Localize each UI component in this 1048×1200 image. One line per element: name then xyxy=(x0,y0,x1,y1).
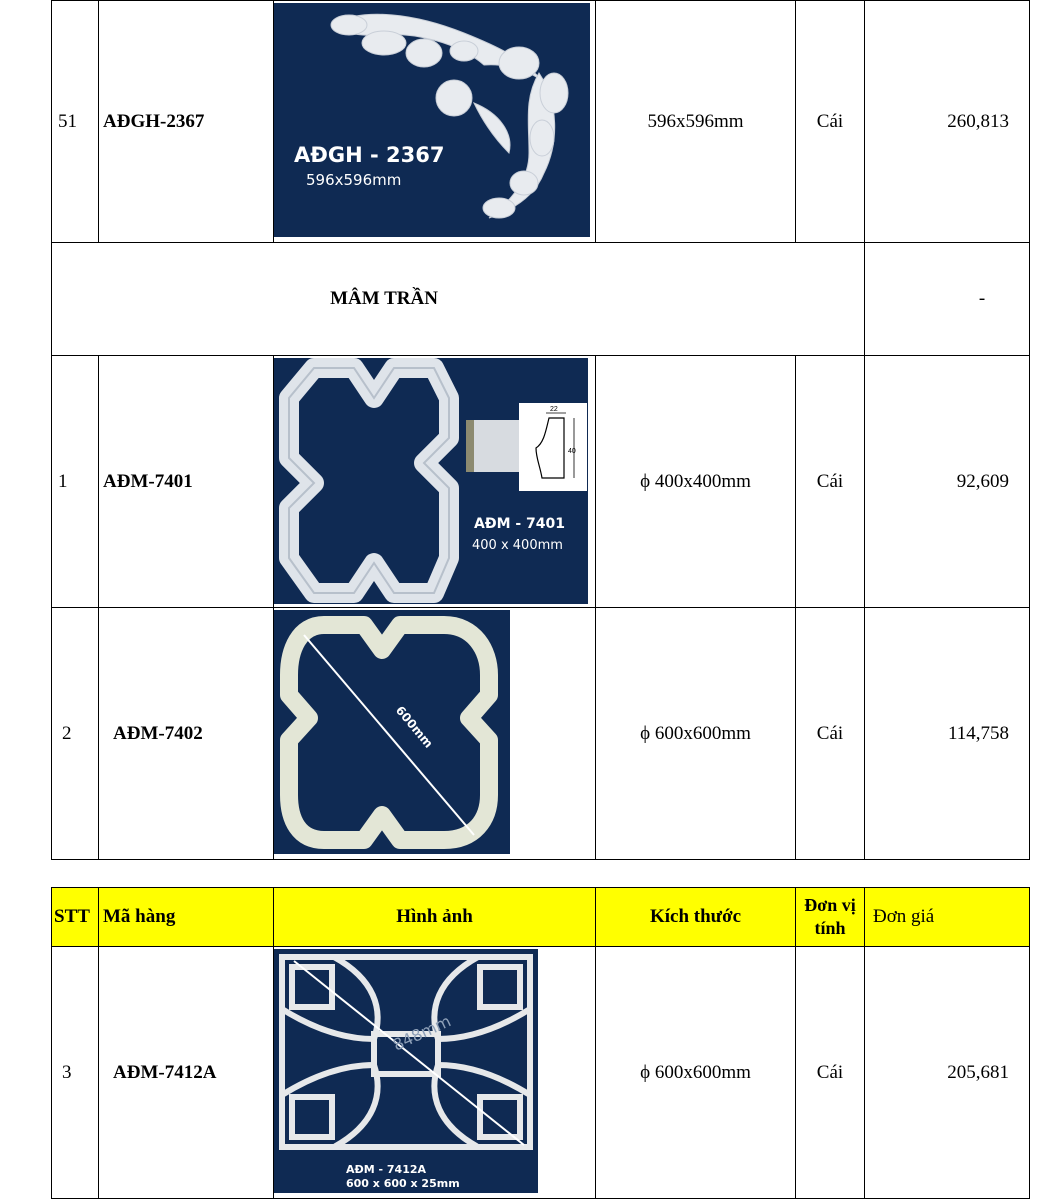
table-row xyxy=(52,947,1030,1199)
product-image-cell xyxy=(274,608,596,860)
product-image-cell xyxy=(274,947,596,1199)
row-price: 92,609 xyxy=(865,356,1030,608)
price-table-2 xyxy=(51,887,1030,1199)
price-table-1 xyxy=(51,0,1030,860)
image-product-title: AĐM - 7401 xyxy=(474,516,566,532)
ceiling-medallion-graphic xyxy=(274,949,538,1193)
row-code: AĐGH-2367 xyxy=(99,1,274,243)
table-row xyxy=(52,608,1030,860)
table-row xyxy=(52,356,1030,608)
table-row xyxy=(52,1,1030,243)
row-price: 260,813 xyxy=(865,1,1030,243)
header-code: Mã hàng xyxy=(99,888,274,947)
header-size: Kích thước xyxy=(596,888,796,947)
row-stt: 2 xyxy=(52,608,99,860)
row-code: AĐM-7402 xyxy=(99,608,274,860)
row-stt: 51 xyxy=(52,1,99,243)
row-code: AĐM-7412A xyxy=(99,947,274,1199)
row-size: ϕ 600x600mm xyxy=(596,947,796,1199)
header-unit xyxy=(796,888,865,947)
product-image-cell xyxy=(274,356,596,608)
row-size: 596x596mm xyxy=(596,1,796,243)
product-image-adm-7402 xyxy=(274,610,510,854)
table-header-row xyxy=(52,888,1030,947)
row-size: ϕ 400x400mm xyxy=(596,356,796,608)
image-product-size: 400 x 400mm xyxy=(472,538,563,553)
row-code: AĐM-7401 xyxy=(99,356,274,608)
ceiling-medallion-graphic xyxy=(274,610,510,854)
image-product-title: AĐGH - 2367 xyxy=(294,143,445,167)
product-image-cell xyxy=(274,1,596,243)
ceiling-medallion-graphic xyxy=(274,358,588,604)
header-unit-line2: tính xyxy=(814,918,846,938)
image-product-title: AĐM - 7412A xyxy=(346,1163,427,1176)
diagonal-dimension-label: 848mm xyxy=(389,1011,454,1055)
section-title: MÂM TRẦN xyxy=(52,243,865,356)
product-image-agdh-2367 xyxy=(274,3,590,237)
row-unit: Cái xyxy=(796,1,865,243)
image-product-size: 596x596mm xyxy=(306,171,402,189)
header-price: Đơn giá xyxy=(865,888,1030,947)
row-price: 114,758 xyxy=(865,608,1030,860)
profile-dim-a: 22 xyxy=(550,406,558,413)
header-image: Hình ảnh xyxy=(274,888,596,947)
section-row xyxy=(52,243,1030,356)
product-image-adm-7412a xyxy=(274,949,538,1193)
row-unit: Cái xyxy=(796,947,865,1199)
row-price: 205,681 xyxy=(865,947,1030,1199)
profile-dim-b: 40 xyxy=(568,448,576,455)
corner-ornament-graphic xyxy=(274,3,590,237)
diagonal-dimension-label: 600mm xyxy=(392,703,436,751)
row-size: ϕ 600x600mm xyxy=(596,608,796,860)
header-stt: STT xyxy=(52,888,99,947)
row-stt: 1 xyxy=(52,356,99,608)
image-product-size: 600 x 600 x 25mm xyxy=(346,1177,460,1190)
row-stt: 3 xyxy=(52,947,99,1199)
row-unit: Cái xyxy=(796,608,865,860)
header-unit-line1: Đơn vị xyxy=(804,895,856,915)
product-image-adm-7401 xyxy=(274,358,588,604)
row-unit: Cái xyxy=(796,356,865,608)
section-price: - xyxy=(865,243,1030,356)
